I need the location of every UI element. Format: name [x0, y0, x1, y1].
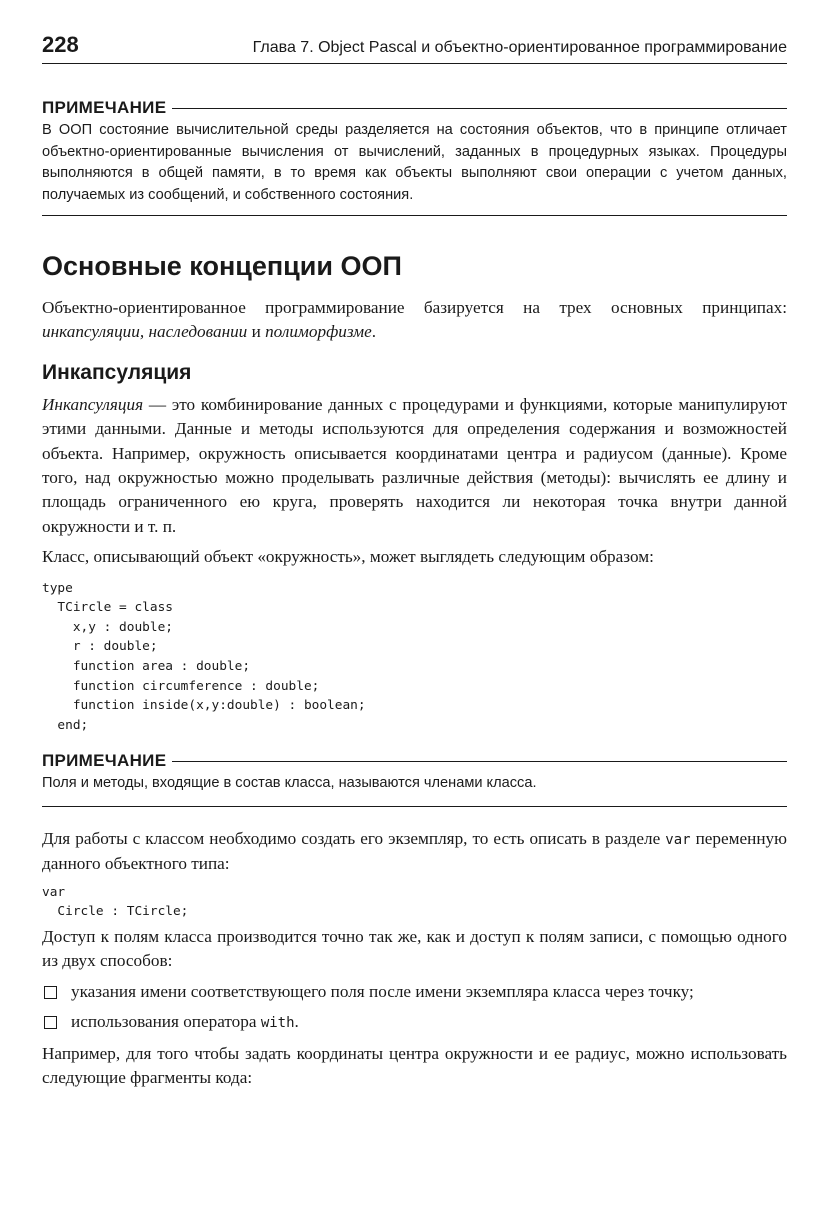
class-description-paragraph: Класс, описывающий объект «окружность», может выглядеть следующим образом: — [42, 547, 654, 567]
subsection-title: Инкапсуляция — [42, 360, 192, 384]
note-heading — [42, 98, 787, 118]
intro-separator: , — [139, 322, 149, 342]
note-label: ПРИМЕЧАНИЕ — [42, 98, 167, 117]
field-access-paragraph: Доступ к полям класса производится точно так же, как и доступ к полям записи, с помощью одного из двух способов: — [42, 926, 787, 971]
instance-text-end: переменную данного объектного типа: — [42, 828, 787, 874]
note-heading — [42, 751, 787, 771]
intro-text: Объектно-ориентированное программирование базируется на трех основных принципах: — [42, 298, 787, 317]
running-header — [42, 32, 787, 64]
checkbox-bullet-icon — [44, 986, 57, 999]
var-keyword: var — [665, 831, 691, 848]
page-number: 228 — [42, 32, 79, 57]
list-item — [42, 980, 787, 1004]
access-methods-list — [42, 980, 787, 1036]
note-rule — [172, 108, 787, 109]
code-listing-class: type TCircle = class x,y : double; r : double; function area : double; function circumference : double; function inside(x,y:double) : boolean; end; — [42, 580, 366, 733]
list-item-text-start: использования оператора — [71, 1012, 261, 1032]
code-listing-var: var Circle : TCircle; — [42, 884, 189, 920]
note-label: ПРИМЕЧАНИЕ — [42, 751, 167, 771]
note-box-members — [42, 751, 787, 807]
list-item-text — [71, 1010, 299, 1035]
checkbox-bullet-icon — [44, 1016, 57, 1029]
list-item-text: указания имени соответствующего поля после имени экземпляра класса через точку; — [71, 981, 694, 1001]
encapsulation-paragraph — [42, 393, 787, 539]
instance-paragraph — [42, 827, 787, 877]
instance-text: Для работы с классом необходимо создать его экземпляр, то есть описать в разделе — [42, 828, 666, 848]
example-paragraph: Например, для того чтобы задать координаты центра окружности и ее радиус, можно использовать следующие фрагменты кода: — [42, 1043, 787, 1087]
section-title: Основные концепции ООП — [42, 251, 402, 281]
intro-end: . — [371, 322, 377, 342]
term-encapsulation: инкапсуляции — [42, 322, 140, 342]
note-rule — [172, 761, 787, 762]
term-polymorphism: полиморфизме — [265, 322, 372, 342]
chapter-title: Глава 7. Object Pascal и объектно-ориентированное программирование — [252, 39, 787, 56]
term-definition: Инкапсуляция — [42, 394, 144, 414]
book-page — [42, 32, 787, 1090]
definition-text: — это комбинирование данных с процедурами и функциями, которые манипулируют этими данными. Данные и методы используются для определения содержания и возможностей объекта. Например, окружность описывается координатами центра и радиусом (данные). Кроме того, над окружностью можно проделывать различные действия (методы): вычислять ее длину и площадь ограниченного ею круга, проверять находится ли некоторая точка внутри данной окружности и т. п. — [42, 394, 787, 536]
intro-separator: и — [247, 322, 266, 342]
note-box — [42, 98, 787, 216]
note-text: В ООП состояние вычислительной среды разделяется на состояния объектов, что в принципе отличает объектно-ориентированные вычисления от вычислений, заданных в процедурных языках. Процедуры выполняются в общей памяти, в то время как объекты выполняют свои операции с учетом данных, получаемых из сообщений, и собственного состояния. — [42, 120, 787, 216]
list-item-text-end: . — [294, 1012, 299, 1032]
with-keyword: with — [260, 1015, 295, 1032]
term-inheritance: наследовании — [148, 322, 248, 342]
note-text: Поля и методы, входящие в состав класса, называются членами класса. — [42, 773, 787, 807]
section-intro — [42, 296, 787, 345]
list-item — [42, 1010, 787, 1035]
